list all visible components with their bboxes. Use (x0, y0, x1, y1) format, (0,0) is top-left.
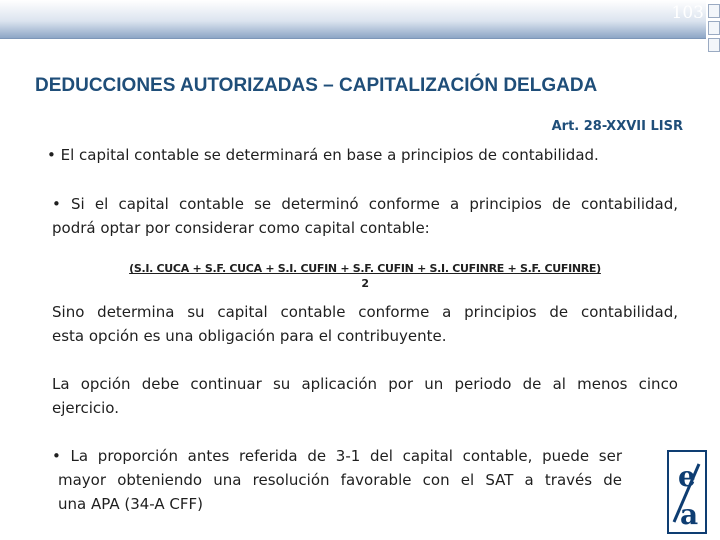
paragraph-periodo (52, 372, 678, 420)
paragraph-obligacion-line1: Sino determina su capital contable conforme a principios de contabilidad, (52, 303, 678, 321)
strip-marker-top (708, 4, 720, 18)
bullet-opcion (52, 192, 678, 240)
ea-logo (667, 450, 707, 534)
bullet-principios (47, 143, 599, 167)
strip-marker-middle (708, 21, 720, 35)
bullet-proporcion-line1: • La proporción antes referida de 3-1 del capital contable, puede ser (52, 447, 622, 465)
paragraph-obligacion (52, 300, 678, 348)
slide-title: DEDUCCIONES AUTORIZADAS – CAPITALIZACIÓN DELGADA (35, 75, 598, 96)
svg-text:e: e (678, 460, 696, 493)
legal-reference: Art. 28-XXVII LISR (551, 119, 683, 134)
bullet-opcion-line1: • Si el capital contable se determinó conforme a principios de contabilidad, (52, 195, 678, 213)
ea-logo-mark (669, 452, 705, 532)
paragraph-periodo-line1: La opción debe continuar su aplicación por un periodo de al menos cinco (52, 375, 678, 393)
page-number: 103 (671, 3, 704, 23)
bullet-principios-text: • El capital contable se determinará en base a principios de contabilidad. (47, 146, 599, 164)
right-edge-strip (706, 0, 720, 540)
paragraph-obligacion-line2: esta opción es una obligación para el contribuyente. (52, 327, 447, 345)
bullet-proporcion-line2: mayor obteniendo una resolución favorable con el SAT a través de (58, 471, 622, 489)
formula-numerator: (S.I. CUCA + S.F. CUCA + S.I. CUFIN + S.F. CUFIN + S.I. CUFINRE + S.F. CUFINRE) (129, 262, 601, 275)
bullet-proporcion (52, 444, 622, 516)
paragraph-periodo-line2: ejercicio. (52, 399, 119, 417)
strip-marker-bottom (708, 38, 720, 52)
slide-header-bar (0, 0, 706, 39)
svg-text:a: a (680, 498, 699, 531)
capital-formula (95, 262, 635, 290)
formula-denominator: 2 (361, 277, 369, 290)
bullet-opcion-line2: podrá optar por considerar como capital contable: (52, 219, 430, 237)
bullet-proporcion-line3: una APA (34-A CFF) (58, 495, 203, 513)
